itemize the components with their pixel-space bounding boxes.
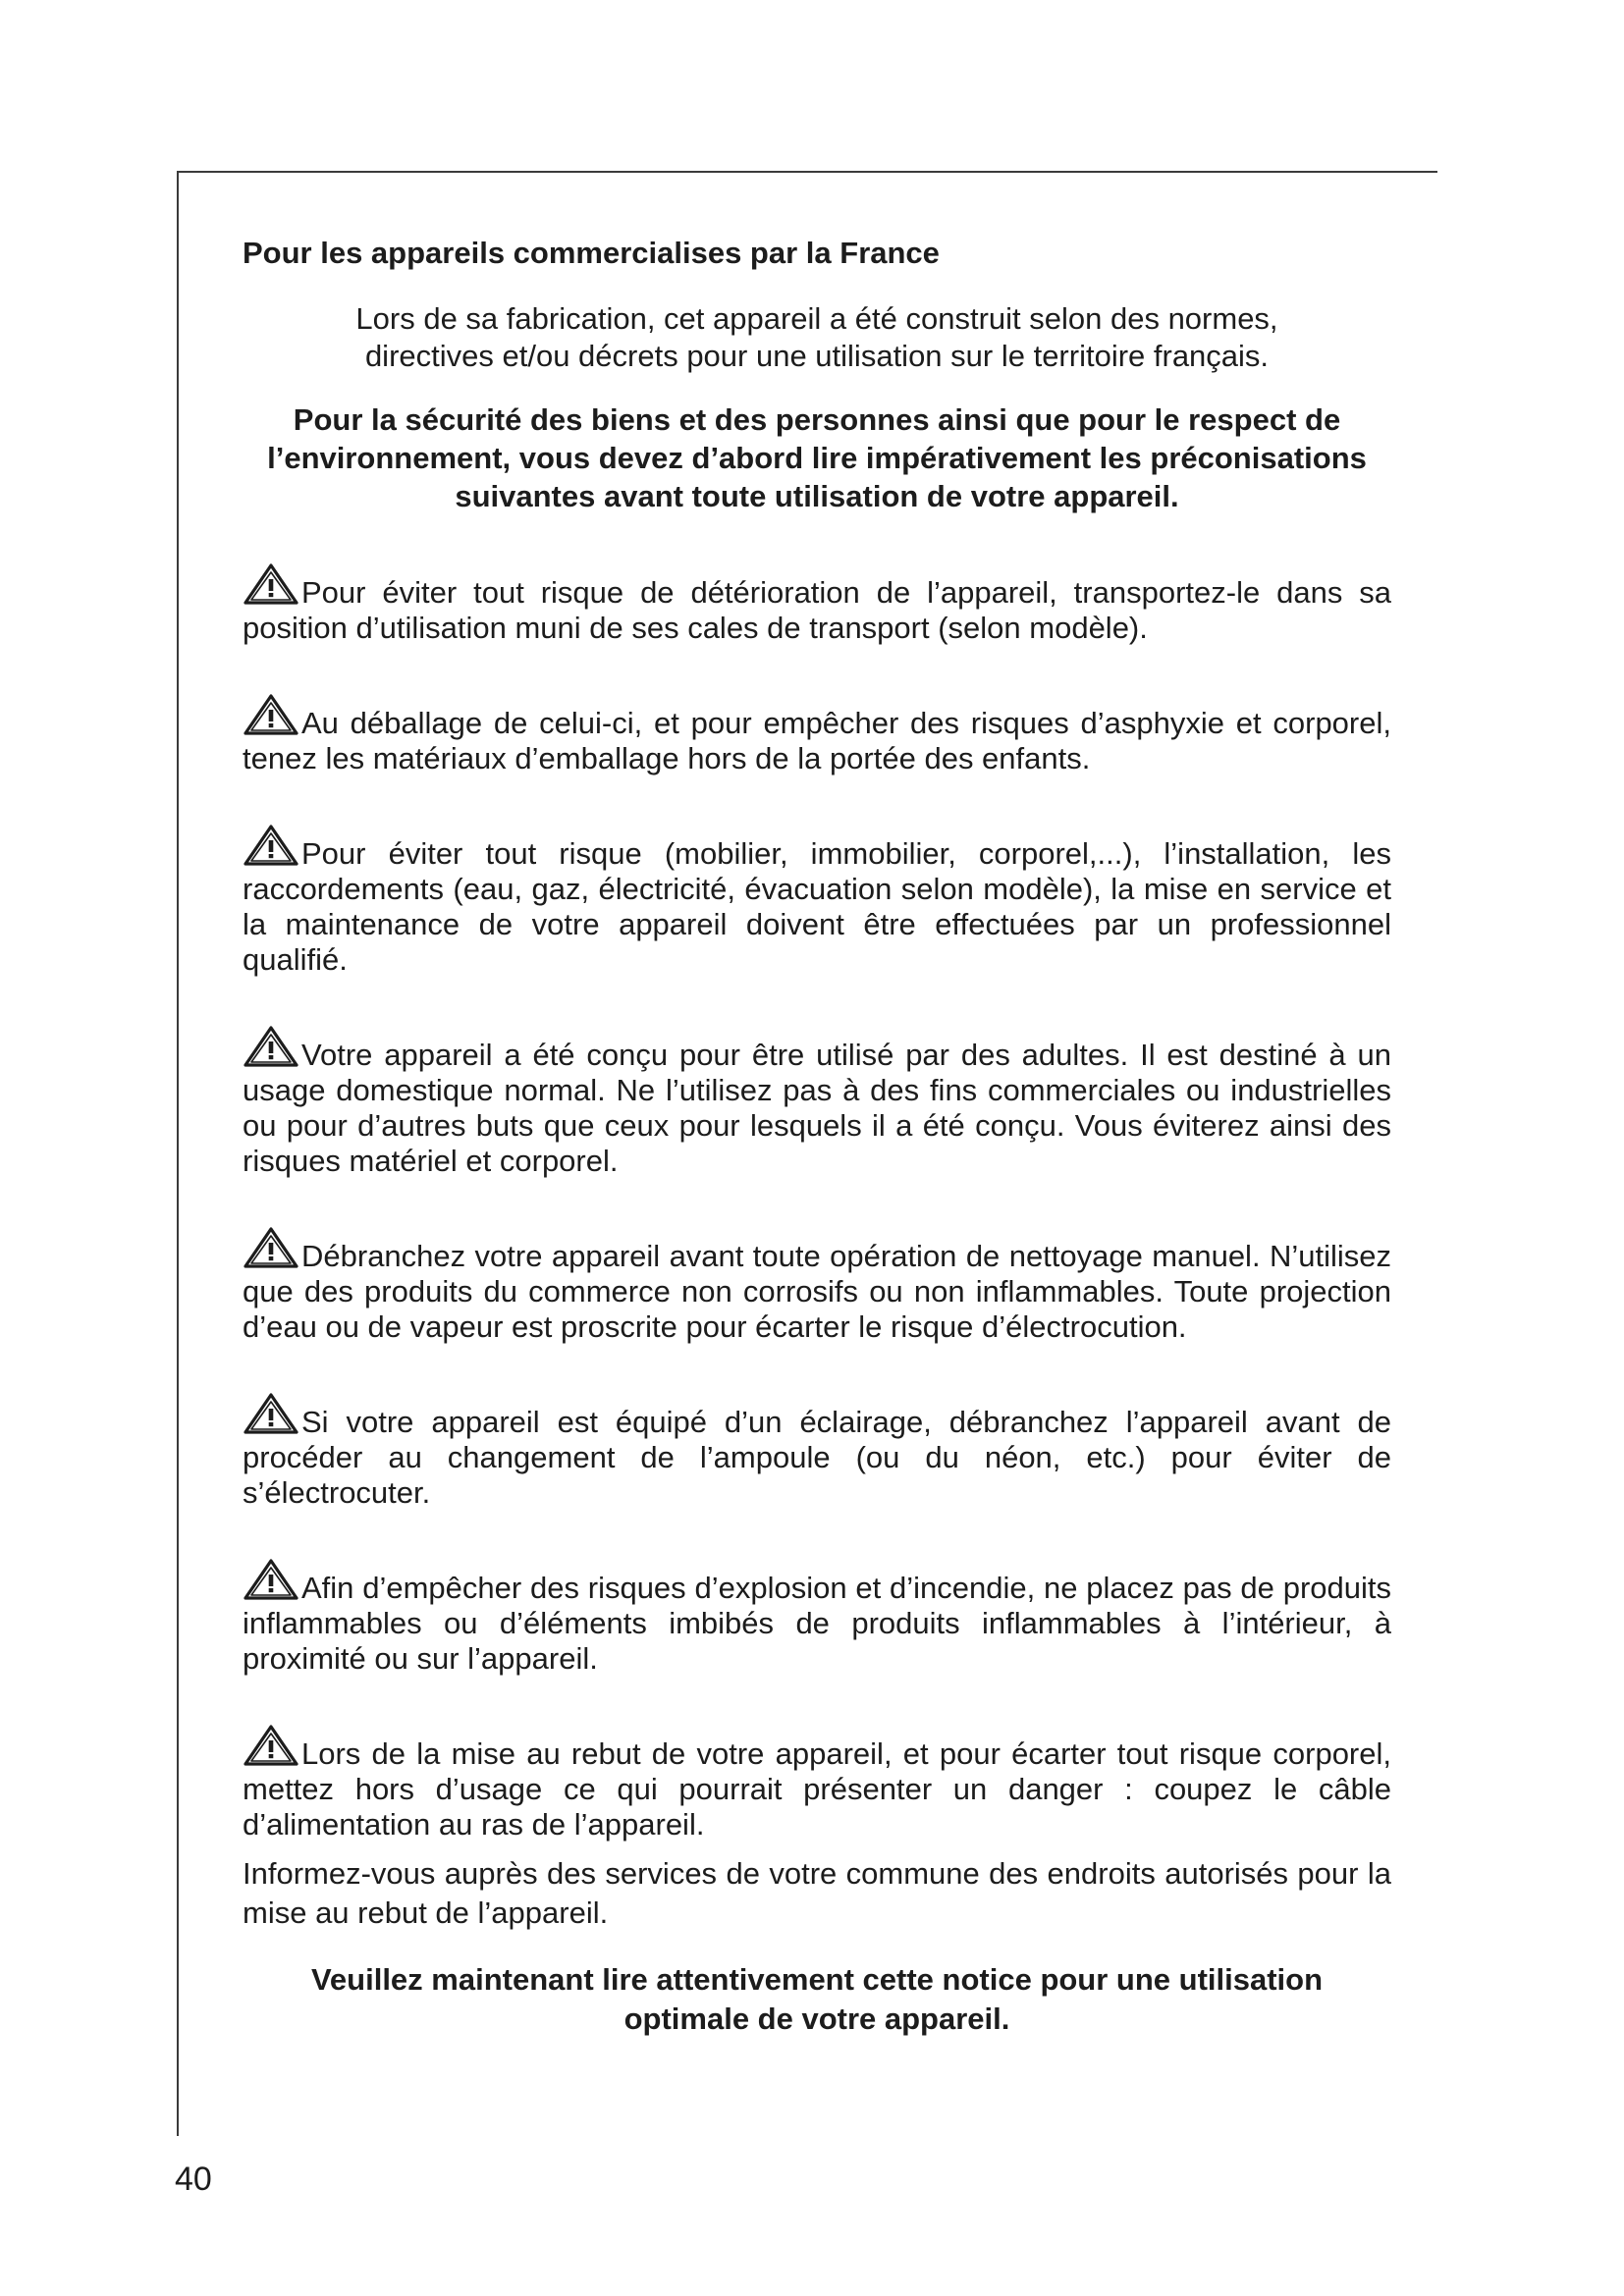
warning-text: Débranchez votre appareil avant toute opération de nettoyage manuel. N’utilisez que des produits du commerce non corrosifs ou non inflammables. Toute projection d’eau ou de vapeur est proscrite pour écarter le risque d’électrocution.: [243, 1239, 1391, 1344]
warning-paragraph: [243, 824, 1391, 978]
warning-paragraph: [243, 562, 1391, 646]
warning-text: Pour éviter tout risque de détérioration de l’appareil, transportez-le dans sa position d’utilisation muni de ses cales de transport (selon modèle).: [243, 575, 1391, 645]
warning-triangle-icon: [243, 1558, 299, 1601]
frame-top-rule: [177, 171, 1437, 173]
warning-triangle-icon: [243, 1226, 299, 1269]
warning-triangle-icon: [243, 824, 299, 867]
warnings-list: [243, 562, 1391, 1842]
warning-triangle-icon: [243, 1392, 299, 1435]
page-number: 40: [175, 2161, 212, 2198]
page-content: [243, 234, 1391, 2039]
warning-paragraph: [243, 1392, 1391, 1511]
warning-paragraph: [243, 1226, 1391, 1345]
warning-paragraph: [243, 693, 1391, 776]
section-title: Pour les appareils commercialises par la France: [243, 236, 940, 270]
warning-text: Votre appareil a été conçu pour être utilisé par des adultes. Il est destiné à un usage domestique normal. Ne l’utilisez pas à des fins commerciales ou industrielles ou pour d’autres buts que ceux pour lesquels il a été conçu. Vous éviterez ainsi des risques matériel et corporel.: [243, 1038, 1391, 1178]
warning-paragraph: [243, 1025, 1391, 1179]
warning-text: Au déballage de celui-ci, et pour empêcher des risques d’asphyxie et corporel, tenez les matériaux d’emballage hors de la portée des enfants.: [243, 706, 1391, 775]
safety-notice: Pour la sécurité des biens et des personnes ainsi que pour le respect de l’environnement, vous devez d’abord lire impérativement les préconisations suivantes avant toute utilisation de votre appareil.: [267, 402, 1367, 513]
frame-left-rule: [177, 171, 179, 2136]
warning-text: Pour éviter tout risque (mobilier, immobilier, corporel,...), l’installation, les raccordements (eau, gaz, électricité, évacuation selon modèle), la mise en service et la maintenance de votre appareil doivent être effectuées par un professionnel qualifié.: [243, 836, 1391, 977]
warning-triangle-icon: [243, 1025, 299, 1068]
warning-text: Si votre appareil est équipé d’un éclairage, débranchez l’appareil avant de procéder au changement de l’ampoule (ou du néon, etc.) pour éviter de s’électrocuter.: [243, 1405, 1391, 1510]
warning-triangle-icon: [243, 562, 299, 606]
warning-text: Afin d’empêcher des risques d’explosion et d’incendie, ne placez pas de produits inflammables ou d’éléments imbibés de produits inflammables à l’intérieur, à proximité ou sur l’appareil.: [243, 1571, 1391, 1676]
warning-triangle-icon: [243, 1724, 299, 1767]
warning-triangle-icon: [243, 693, 299, 736]
closing-notice: Veuillez maintenant lire attentivement cette notice pour une utilisation optimale de votre appareil.: [310, 1962, 1324, 2036]
warning-paragraph: [243, 1724, 1391, 1842]
disposal-info: Informez-vous auprès des services de votre commune des endroits autorisés pour la mise au rebut de l’appareil.: [243, 1856, 1391, 1930]
warning-paragraph: [243, 1558, 1391, 1677]
intro-paragraph: Lors de sa fabrication, cet appareil a été construit selon des normes, directives et/ou décrets pour une utilisation sur le territoire français.: [355, 301, 1278, 373]
warning-text: Lors de la mise au rebut de votre appareil, et pour écarter tout risque corporel, mettez hors d’usage ce qui pourrait présenter un danger : coupez le câble d’alimentation au ras de l’appareil.: [243, 1736, 1391, 1842]
